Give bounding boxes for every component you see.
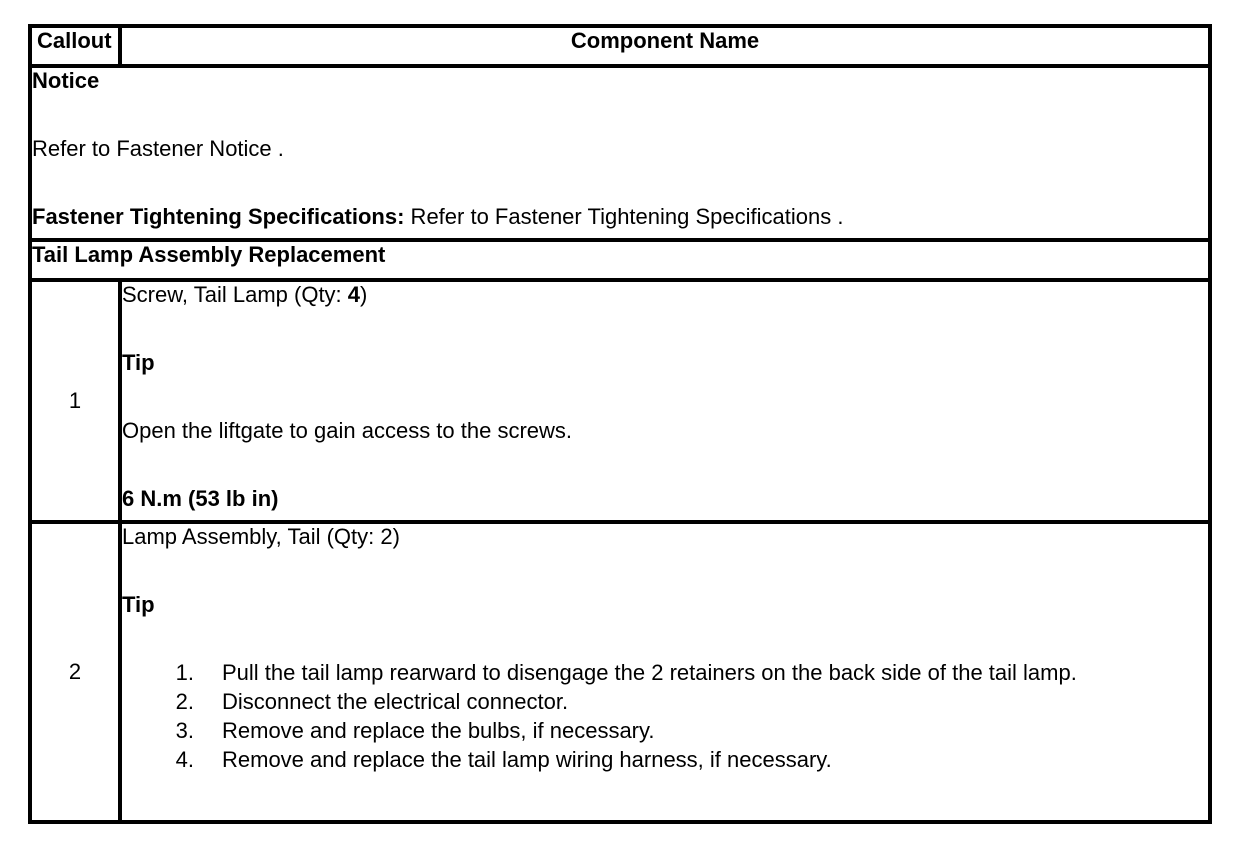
list-item	[122, 689, 1208, 718]
tip-label: Tip	[122, 350, 155, 375]
torque-spec: 6 N.m (53 lb in)	[122, 486, 279, 511]
component-cell	[120, 522, 1210, 822]
callout-column-header: Callout	[30, 26, 120, 66]
callout-number: 1	[30, 280, 120, 522]
component-table-sheet	[28, 24, 1212, 834]
notice-title: Notice	[32, 68, 100, 93]
fastener-spec-text: Refer to Fastener Tightening Specifications .	[404, 204, 844, 229]
component-name	[122, 282, 1208, 308]
table-row	[30, 522, 1210, 822]
list-item	[122, 660, 1208, 689]
list-item	[122, 718, 1208, 747]
component-name-text: Screw, Tail Lamp (Qty:	[122, 282, 348, 307]
step-text: Disconnect the electrical connector.	[222, 689, 569, 714]
step-number: 3.	[175, 718, 194, 743]
tip-label: Tip	[122, 592, 155, 617]
component-qty: 4	[347, 282, 361, 307]
step-text: Remove and replace the tail lamp wiring harness, if necessary.	[222, 747, 832, 772]
component-name-column-header: Component Name	[120, 26, 1210, 66]
component-cell	[120, 280, 1210, 522]
component-name: Lamp Assembly, Tail (Qty: 2)	[122, 524, 400, 549]
procedure-steps-list	[122, 660, 1208, 776]
callout-number: 2	[30, 522, 120, 822]
table-row	[30, 280, 1210, 522]
step-number: 4.	[175, 747, 194, 772]
step-number: 2.	[175, 689, 194, 714]
notice-cell	[30, 66, 1210, 240]
fastener-spec-line	[32, 204, 1208, 230]
step-text: Remove and replace the bulbs, if necessary.	[222, 718, 655, 743]
step-text: Pull the tail lamp rearward to disengage the 2 retainers on the back side of the tail lamp.	[222, 660, 1077, 685]
table-header-row	[30, 26, 1210, 66]
tip-text: Open the liftgate to gain access to the screws.	[122, 418, 573, 443]
component-table	[28, 24, 1212, 824]
notice-row	[30, 66, 1210, 240]
component-name-close: )	[360, 282, 368, 307]
step-number: 1.	[175, 660, 194, 685]
section-row	[30, 240, 1210, 280]
fastener-spec-label: Fastener Tightening Specifications:	[32, 204, 405, 229]
list-item	[122, 747, 1208, 776]
notice-refer-text: Refer to Fastener Notice .	[32, 136, 284, 161]
section-title: Tail Lamp Assembly Replacement	[30, 240, 1210, 280]
